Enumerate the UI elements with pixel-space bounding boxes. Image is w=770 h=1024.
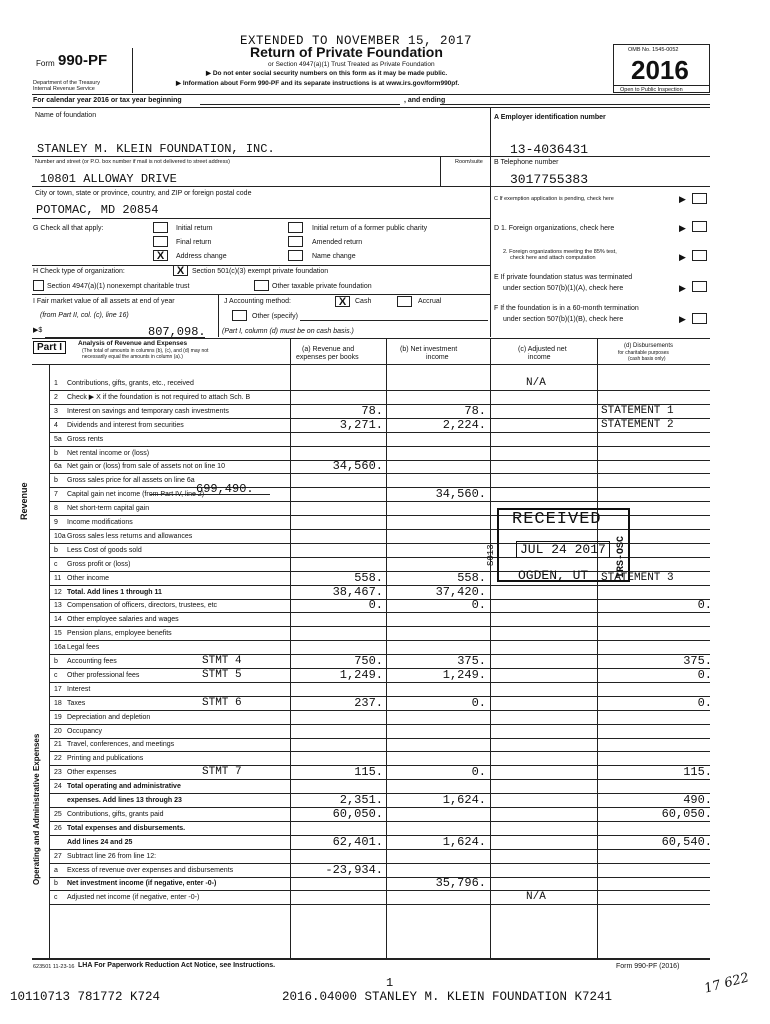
city-value: POTOMAC, MD 20854: [36, 203, 159, 217]
table-row: [0, 725, 770, 738]
statement-ref: STMT 4: [202, 655, 242, 667]
initial-former-checkbox[interactable]: [288, 222, 303, 233]
omb-number: OMB No. 1545-0052: [628, 47, 679, 53]
table-row: [0, 544, 770, 557]
table-row: [0, 447, 770, 460]
other-method-checkbox[interactable]: [232, 310, 247, 321]
line-label: Other professional fees: [67, 672, 140, 679]
d2-label-b: check here and attach computation: [510, 255, 596, 261]
statement-note: STATEMENT 3: [601, 572, 674, 584]
col-b-amount: 1,249.: [442, 668, 486, 682]
ein-value: 13-4036431: [510, 142, 589, 157]
name-change-checkbox[interactable]: [288, 250, 303, 261]
table-row: [0, 599, 770, 612]
line-number: 2: [54, 394, 58, 401]
d1-checkbox[interactable]: [692, 221, 707, 232]
table-row: [0, 530, 770, 543]
handwritten-note: 17 622: [702, 970, 751, 997]
e-label-1: E If private foundation status was terminated: [494, 274, 633, 281]
bottom-left-code: 10110713 781772 K724: [10, 990, 161, 1004]
line-label: Total operating and administrative: [67, 783, 181, 790]
stamp-side-code: IRS-OSC: [616, 535, 627, 578]
line-number: 24: [54, 783, 62, 790]
part1-heading-sub2: necessarily equal the amounts in column (a).): [82, 354, 183, 360]
table-row: [0, 808, 770, 821]
table-row: [0, 613, 770, 626]
line-label: Gross profit or (loss): [67, 561, 131, 568]
table-row: [0, 711, 770, 724]
side-label-expenses: Operating and Administrative Expenses: [32, 733, 41, 885]
line-label: Less Cost of goods sold: [67, 547, 142, 554]
table-row: [0, 794, 770, 807]
c-exemption-label: C If exemption application is pending, check here: [494, 196, 614, 202]
col-b-amount: 1,624.: [442, 835, 486, 849]
ssn-warning: ▶ Do not enter social security numbers on this form as it may be made public.: [206, 70, 448, 77]
part1-heading-sub1: (The total of amounts in columns (b), (c), and (d) may not: [82, 348, 209, 354]
table-row: [0, 641, 770, 654]
line-number: 9: [54, 519, 58, 526]
col-a-amount: 3,271.: [339, 418, 383, 432]
calendar-year-label: For calendar year 2016 or tax year beginning: [33, 97, 182, 104]
open-to-public: Open to Public Inspection: [620, 87, 683, 93]
table-row: [0, 460, 770, 473]
dept-line-1: Department of the Treasury: [33, 80, 100, 86]
col-c-value: N/A: [526, 377, 546, 389]
col-b-amount: 35,796.: [435, 876, 486, 890]
line-number: 14: [54, 616, 62, 623]
col-b-amount: 1,624.: [442, 793, 486, 807]
line-number: 5a: [54, 436, 62, 443]
col-a-header-2: expenses per books: [296, 354, 359, 361]
stamp-place: OGDEN, UT: [518, 568, 589, 583]
h-4947-checkbox[interactable]: [33, 280, 44, 291]
line-number: 21: [54, 741, 62, 748]
dept-line-2: Internal Revenue Service: [33, 86, 95, 92]
col-d-amount: 0.: [697, 598, 712, 612]
col-a-amount: -23,934.: [325, 863, 383, 877]
line-label: Add lines 24 and 25: [67, 839, 133, 846]
statement-ref: STMT 5: [202, 669, 242, 681]
col-b-amount: 0.: [471, 696, 486, 710]
table-row: [0, 752, 770, 765]
table-row: [0, 655, 770, 668]
info-line: ▶ Information about Form 990-PF and its separate instructions is at www.irs.gov/form990pf.: [176, 80, 460, 87]
form-subtitle: or Section 4947(a)(1) Trust Treated as Private Foundation: [268, 61, 435, 68]
line-label: Income modifications: [67, 519, 133, 526]
line-number: 1: [54, 380, 58, 387]
table-row: [0, 850, 770, 863]
table-row: [0, 627, 770, 640]
statement-ref: STMT 6: [202, 697, 242, 709]
f-arrow-icon: ▶: [679, 314, 686, 324]
col-c-header-1: (c) Adjusted net: [518, 346, 567, 353]
line-number: b: [54, 880, 58, 887]
initial-return-label: Initial return: [176, 225, 213, 232]
stamp-received: RECEIVED: [512, 510, 602, 529]
cash-checkbox[interactable]: X: [335, 296, 350, 307]
line-label: Capital gain net income (from Part IV, line 2): [67, 491, 205, 498]
initial-former-label: Initial return of a former public charity: [312, 225, 428, 232]
table-row: [0, 433, 770, 446]
name-label: Name of foundation: [35, 112, 97, 119]
line-label: Dividends and interest from securities: [67, 422, 184, 429]
line-number: 16a: [54, 644, 66, 651]
table-row: [0, 836, 770, 849]
line-label: Total. Add lines 1 through 11: [67, 589, 162, 596]
col-b-amount: 558.: [457, 571, 486, 585]
c-arrow-icon: ▶: [679, 194, 686, 204]
line-number: 18: [54, 700, 62, 707]
col-d-amount: 0.: [697, 696, 712, 710]
table-row: [0, 572, 770, 585]
line-number: 4: [54, 422, 58, 429]
table-row: [0, 780, 770, 793]
part1-heading: Analysis of Revenue and Expenses: [78, 340, 188, 347]
line-number: 8: [54, 505, 58, 512]
line-label: Legal fees: [67, 644, 100, 651]
col-b-amount: 0.: [471, 598, 486, 612]
table-row: [0, 877, 770, 890]
phone-label: B Telephone number: [494, 159, 559, 166]
line-number: 27: [54, 853, 62, 860]
col-d-amount: 60,050.: [661, 807, 712, 821]
line-number: 25: [54, 811, 62, 818]
cash-basis-note: (Part I, column (d) must be on cash basis.): [222, 328, 354, 335]
e-label-2: under section 507(b)(1)(A), check here: [503, 285, 624, 292]
line-label: Interest: [67, 686, 91, 693]
statement-ref: STMT 7: [202, 766, 242, 778]
accrual-checkbox[interactable]: [397, 296, 412, 307]
e-arrow-icon: ▶: [679, 283, 686, 293]
accrual-label: Accrual: [418, 298, 442, 305]
col-d-amount: 0.: [697, 668, 712, 682]
final-return-checkbox[interactable]: [153, 236, 168, 247]
col-d-amount: 375.: [683, 654, 712, 668]
footer-lha: LHA For Paperwork Reduction Act Notice, see Instructions.: [78, 962, 276, 969]
line-label: Contributions, gifts, grants, etc., received: [67, 380, 194, 387]
line-number: 11: [54, 575, 62, 582]
table-row: [0, 405, 770, 418]
line-label: Taxes: [67, 700, 86, 707]
col-b-amount: 37,420.: [435, 585, 486, 599]
col-d-header-2: for charitable purposes: [618, 350, 669, 356]
table-row: [0, 474, 770, 487]
city-label: City or town, state or province, country, and ZIP or foreign postal code: [35, 190, 252, 197]
c-checkbox[interactable]: [692, 193, 707, 204]
table-row: [0, 669, 770, 682]
table-row: [0, 502, 770, 515]
e-checkbox[interactable]: [692, 281, 707, 292]
street-value: 10801 ALLOWAY DRIVE: [40, 172, 177, 186]
extended-note: EXTENDED TO NOVEMBER 15, 2017: [240, 34, 473, 48]
col-a-amount: 78.: [361, 404, 383, 418]
line-label: Printing and publications: [67, 755, 144, 762]
name-change-label: Name change: [312, 253, 356, 260]
and-ending-label: , and ending: [404, 97, 446, 104]
table-row: [0, 822, 770, 835]
col-b-amount: 78.: [464, 404, 486, 418]
line-label: Accounting fees: [67, 658, 117, 665]
cash-label: Cash: [355, 298, 372, 305]
f-checkbox[interactable]: [692, 313, 707, 324]
table-row: [0, 419, 770, 432]
col-d-header-3: (cash basis only): [628, 356, 666, 362]
line-label: Occupancy: [67, 728, 103, 735]
line-number: 3: [54, 408, 58, 415]
table-row: [0, 377, 770, 390]
line-label: Net short-term capital gain: [67, 505, 150, 512]
line-label: Gross rents: [67, 436, 104, 443]
statement-note: STATEMENT 1: [601, 405, 674, 417]
h-4947-label: Section 4947(a)(1) nonexempt charitable trust: [47, 283, 190, 290]
col-b-header-1: (b) Net investment: [400, 346, 458, 353]
line-label: Contributions, gifts, grants paid: [67, 811, 164, 818]
initial-return-checkbox[interactable]: [153, 222, 168, 233]
col-a-amount: 558.: [354, 571, 383, 585]
i-dollar: ▶$: [33, 327, 43, 334]
table-row: [0, 586, 770, 599]
line-number: b: [54, 477, 58, 484]
gross-sales-6b: 699,490.: [196, 482, 254, 496]
line-number: c: [54, 672, 58, 679]
footer-form-ref: Form 990-PF (2016): [616, 963, 680, 970]
line-label: Gross sales less returns and allowances: [67, 533, 193, 540]
table-row: [0, 891, 770, 904]
h-label: H Check type of organization:: [33, 268, 125, 275]
col-a-amount: 34,560.: [332, 459, 383, 473]
line-number: 15: [54, 630, 62, 637]
line-number: 20: [54, 728, 62, 735]
table-row: [0, 391, 770, 404]
g-label: G Check all that apply:: [33, 225, 104, 232]
line-number: 26: [54, 825, 62, 832]
line-label: Other employee salaries and wages: [67, 616, 179, 623]
col-d-amount: 115.: [683, 765, 712, 779]
i-label-2: (from Part II, col. (c), line 16): [40, 312, 129, 319]
col-a-amount: 115.: [354, 765, 383, 779]
line-label: Subtract line 26 from line 12:: [67, 853, 157, 860]
col-a-amount: 1,249.: [339, 668, 383, 682]
col-a-amount: 60,050.: [332, 807, 383, 821]
line-label: Depreciation and depletion: [67, 714, 151, 721]
col-a-amount: 38,467.: [332, 585, 383, 599]
col-b-amount: 2,224.: [442, 418, 486, 432]
table-row: [0, 738, 770, 751]
table-row: [0, 766, 770, 779]
line-label: Other expenses: [67, 769, 117, 776]
phone-value: 3017755383: [510, 172, 589, 187]
street-label: Number and street (or P.O. box number if mail is not delivered to street address): [35, 159, 230, 165]
line-number: b: [54, 450, 58, 457]
line-label: Travel, conferences, and meetings: [67, 741, 175, 748]
amended-return-label: Amended return: [312, 239, 363, 246]
side-label-revenue: Revenue: [19, 482, 29, 520]
table-row: [0, 697, 770, 710]
ein-label: A Employer identification number: [494, 114, 606, 121]
col-d-amount: 60,540.: [661, 835, 712, 849]
line-number: 10a: [54, 533, 66, 540]
d2-checkbox[interactable]: [692, 250, 707, 261]
d2-arrow-icon: ▶: [679, 252, 686, 262]
col-d-header-1: (d) Disbursements: [624, 343, 674, 349]
line-label: Gross sales price for all assets on line 6a: [67, 477, 195, 484]
line-label: Total expenses and disbursements.: [67, 825, 186, 832]
line-number: 22: [54, 755, 62, 762]
d1-arrow-icon: ▶: [679, 223, 686, 233]
line-label: expenses. Add lines 13 through 23: [67, 797, 182, 804]
col-a-amount: 0.: [368, 598, 383, 612]
col-c-value: N/A: [526, 891, 546, 903]
line-label: Other income: [67, 575, 110, 582]
col-d-amount: 490.: [683, 793, 712, 807]
line-number: c: [54, 894, 58, 901]
row-rule: [49, 904, 710, 905]
col-b-amount: 34,560.: [435, 487, 486, 501]
line-number: 7: [54, 491, 58, 498]
i-label-1: I Fair market value of all assets at end of year: [33, 298, 175, 305]
col-a-header-1: (a) Revenue and: [302, 346, 355, 353]
line-number: 23: [54, 769, 62, 776]
statement-note: STATEMENT 2: [601, 419, 674, 431]
stamp-left-code: S013: [486, 544, 496, 566]
foundation-name: STANLEY M. KLEIN FOUNDATION, INC.: [37, 142, 275, 156]
line-number: b: [54, 658, 58, 665]
d2-label-a: 2. Foreign organizations meeting the 85% test,: [503, 249, 617, 255]
form-word: Form: [36, 59, 55, 68]
tax-year: 2016: [631, 55, 689, 85]
line-label: Net gain or (loss) from sale of assets not on line 10: [67, 463, 225, 470]
fmv-value: 807,098.: [148, 325, 206, 339]
h-501c3-label: Section 501(c)(3) exempt private foundation: [192, 268, 329, 275]
table-row: [0, 558, 770, 571]
line-label: Interest on savings and temporary cash investments: [67, 408, 229, 415]
line-number: c: [54, 561, 58, 568]
h-other-label: Other taxable private foundation: [272, 283, 372, 290]
other-method-label: Other (specify): [252, 313, 298, 320]
line-number: 6a: [54, 463, 62, 470]
col-a-amount: 750.: [354, 654, 383, 668]
line-label: Pension plans, employee benefits: [67, 630, 172, 637]
form-number: 990-PF: [58, 52, 108, 69]
final-return-label: Final return: [176, 239, 212, 246]
f-label-1: F If the foundation is in a 60-month termination: [494, 305, 639, 312]
line-label: Adjusted net income (if negative, enter -0-): [67, 894, 200, 901]
line-number: 13: [54, 602, 62, 609]
line-label: Excess of revenue over expenses and disbursements: [67, 867, 234, 874]
address-change-label: Address change: [176, 253, 227, 260]
col-a-amount: 2,351.: [339, 793, 383, 807]
line-number: 19: [54, 714, 62, 721]
col-b-header-2: income: [426, 354, 449, 361]
table-row: [0, 516, 770, 529]
table-row: [0, 683, 770, 696]
col-a-amount: 237.: [354, 696, 383, 710]
line-label: Net rental income or (loss): [67, 450, 150, 457]
amended-return-checkbox[interactable]: [288, 236, 303, 247]
room-label: Room/suite: [455, 159, 483, 165]
line-label: Net investment income (if negative, enter -0-): [67, 880, 217, 887]
h-501c3-checkbox[interactable]: X: [173, 265, 188, 276]
footer-code: 623501 11-23-16: [33, 964, 75, 970]
line-number: 17: [54, 686, 62, 693]
h-other-checkbox[interactable]: [254, 280, 269, 291]
table-row: [0, 488, 770, 501]
line-number: b: [54, 547, 58, 554]
line-label: Check ▶ X if the foundation is not required to attach Sch. B: [67, 394, 251, 401]
col-b-amount: 375.: [457, 654, 486, 668]
bottom-right-code: 2016.04000 STANLEY M. KLEIN FOUNDATION K7241: [282, 990, 613, 1004]
d1-label: D 1. Foreign organizations, check here: [494, 225, 615, 232]
part1-label: Part I: [33, 341, 66, 354]
form-title: Return of Private Foundation: [250, 44, 443, 60]
f-label-2: under section 507(b)(1)(B), check here: [503, 316, 624, 323]
col-c-header-2: income: [528, 354, 551, 361]
col-b-amount: 0.: [471, 765, 486, 779]
col-a-amount: 62,401.: [332, 835, 383, 849]
page-number: 1: [386, 976, 394, 990]
j-label: J Accounting method:: [224, 298, 291, 305]
stamp-date: JUL 24 2017: [516, 541, 610, 558]
table-row: [0, 864, 770, 877]
line-number: 12: [54, 589, 62, 596]
line-number: a: [54, 867, 58, 874]
line-label: Compensation of officers, directors, trustees, etc: [67, 602, 218, 609]
address-change-checkbox[interactable]: X: [153, 250, 168, 261]
